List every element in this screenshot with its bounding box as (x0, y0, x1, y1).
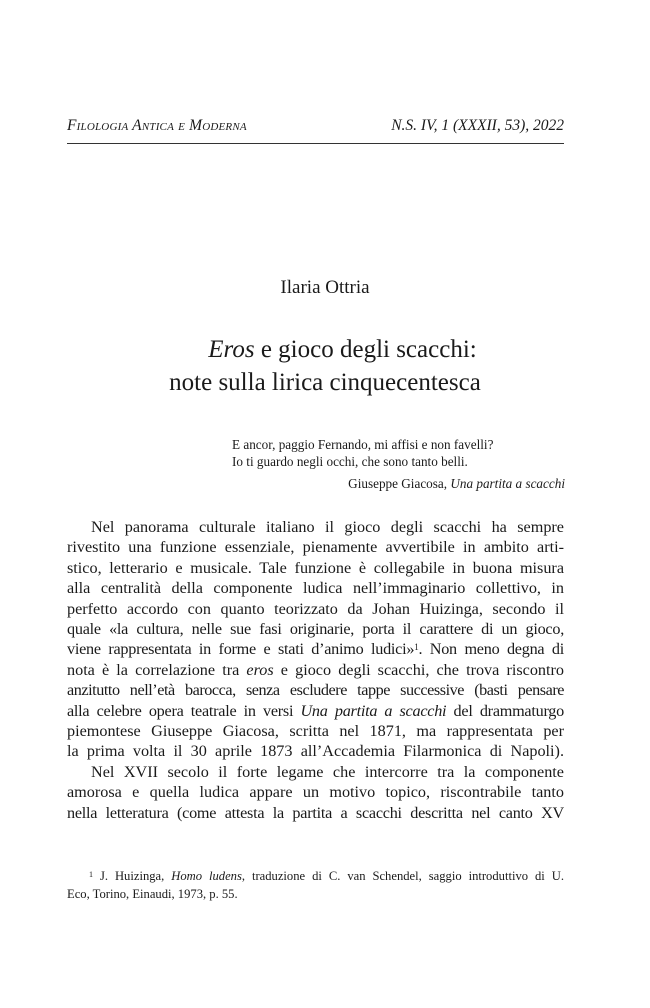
footnote (67, 867, 564, 903)
body-line: alla centralità della componente ludica nell’immaginario collettivo, in (67, 579, 564, 598)
footnote-line-1 (67, 867, 564, 885)
author-name: Ilaria Ottria (280, 277, 370, 298)
footnote-text: , traduzione di C. van Schendel, saggio introduttivo di U. (241, 869, 564, 883)
epigraph (232, 436, 565, 492)
footnote-number: 1 (89, 870, 93, 879)
title-italic-word: Eros (208, 336, 255, 363)
body-text (67, 517, 564, 823)
epigraph-line-1: E ancor, paggio Fernando, mi affisi e non favelli? (232, 437, 494, 452)
body-italic-term: eros (246, 660, 274, 679)
footnote-reference: 1 (414, 642, 419, 653)
issue-reference: N.S. IV, 1 (XXXII, 53), 2022 (391, 117, 564, 134)
body-line: stico, letterario e musicale. Tale funzione è collegabile in buona misura (67, 558, 564, 577)
body-line-part: e gioco degli scacchi, che trova riscontro (273, 660, 564, 679)
body-line: quale «la cultura, nelle sue fasi originarie, porta il carattere di un gioco, (67, 620, 564, 639)
body-line-part: del drammaturgo (446, 701, 564, 720)
body-italic-title: Una partita a scacchi (300, 701, 447, 720)
body-line (67, 660, 564, 680)
body-line (67, 639, 564, 659)
title-line-1-rest: e gioco degli scacchi: (254, 336, 477, 363)
footnote-line-2: Eco, Torino, Einaudi, 1973, p. 55. (67, 887, 238, 901)
body-line: perfetto accordo con quanto teorizzato da Johan Huizinga, secondo il (67, 599, 564, 618)
epigraph-attribution (232, 475, 565, 492)
body-line: piemontese Giuseppe Giacosa, scritta nel 1871, ma rappresentata per (67, 722, 564, 741)
title-line-2: note sulla lirica cinquecentesca (169, 369, 481, 396)
body-line-part: alla celebre opera teatrale in versi (67, 701, 301, 720)
body-line: anzitutto nell’età barocca, senza escludere tappe successive (basti pensare (67, 681, 564, 700)
footnote-italic-title: Homo ludens (171, 869, 242, 883)
body-line: amorosa e quella ludica appare un motivo topico, riscontrabile tanto (67, 783, 564, 802)
journal-name: Filologia Antica e Moderna (67, 117, 247, 134)
body-line-part: . Non meno degna di (418, 640, 564, 659)
body-line: Nel XVII secolo il forte legame che intercorre tra la componente (91, 762, 564, 781)
body-line: la prima volta il 30 aprile 1873 all’Accademia Filarmonica di Napoli). (67, 742, 564, 761)
title-line-1 (0, 333, 650, 366)
epigraph-line-2: Io ti guardo negli occhi, che sono tanto belli. (232, 454, 468, 469)
body-line-part: viene rappresentata in forme e stati d’animo ludici» (67, 640, 415, 659)
body-line: Nel panorama culturale italiano il gioco degli scacchi ha sempre (91, 518, 564, 536)
epigraph-attribution-author: Giuseppe Giacosa, (348, 476, 451, 491)
body-line: nella letteratura (come attesta la partita a scacchi descritta nel canto XV (67, 803, 564, 822)
body-line (67, 701, 564, 721)
article-title (0, 333, 650, 399)
footnote-text: J. Huizinga, (93, 869, 172, 883)
header-rule (67, 143, 564, 144)
epigraph-attribution-work: Una partita a scacchi (450, 476, 565, 491)
body-line-part: nota è la correlazione tra (67, 660, 247, 679)
body-line: rivestito una funzione essenziale, pienamente avvertibile in ambito arti- (67, 538, 564, 557)
